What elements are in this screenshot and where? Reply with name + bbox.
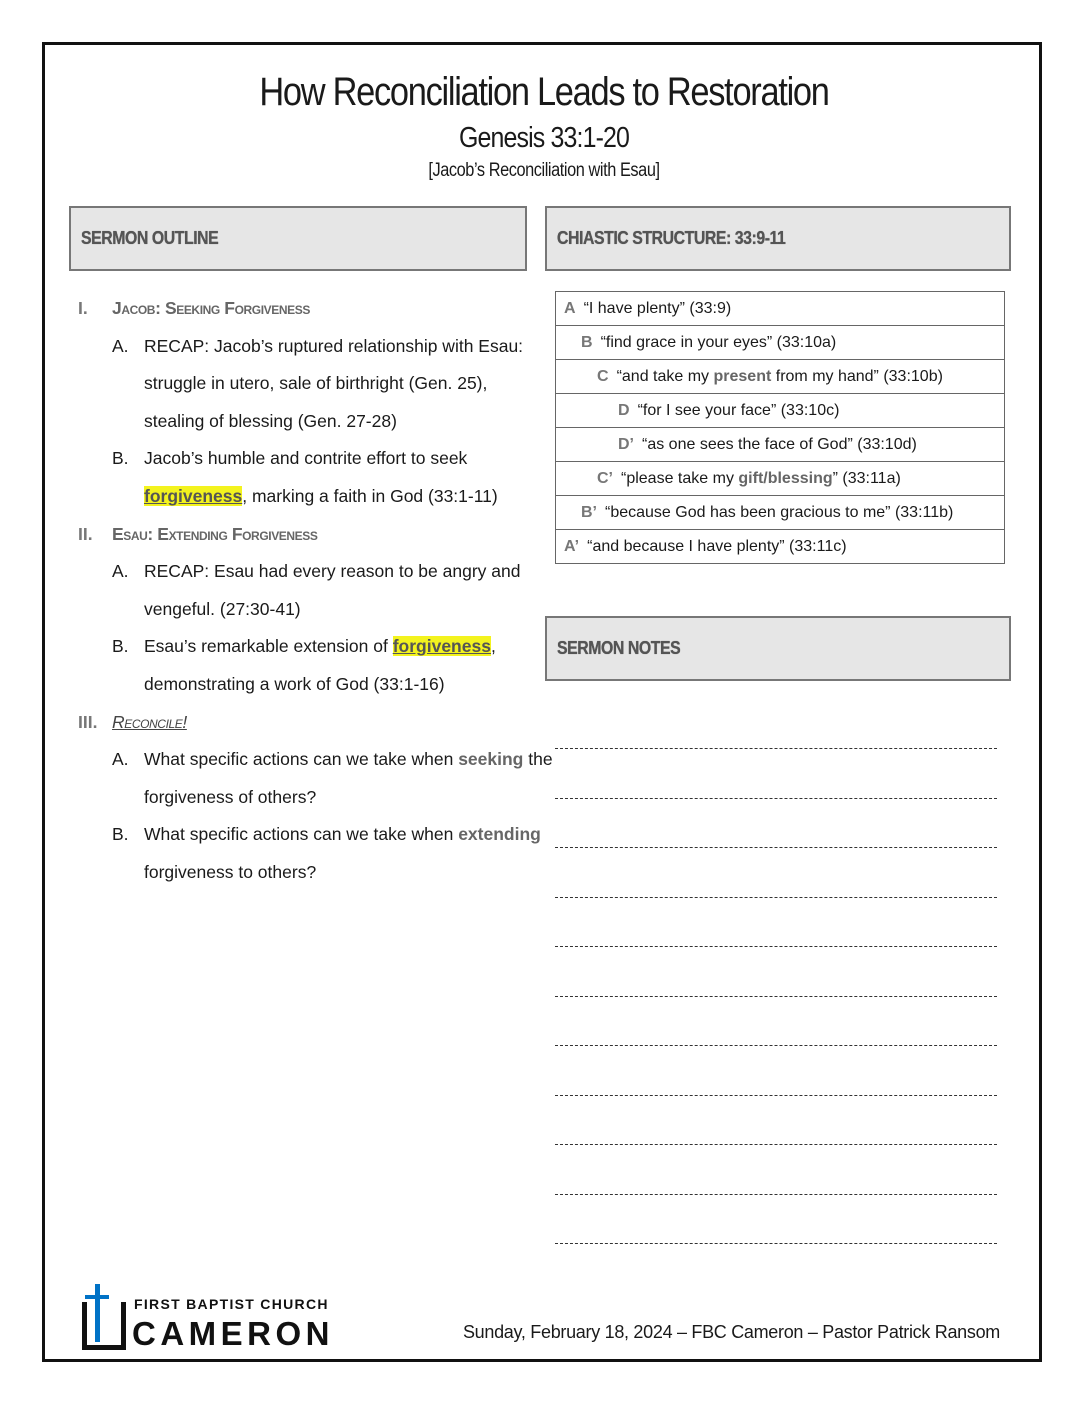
point-text: forgiveness of others? (144, 786, 317, 807)
church-logo (82, 1284, 362, 1350)
point-text-pre: What specific actions can we take when (144, 824, 459, 845)
point-text (144, 816, 541, 854)
chiastic-structure-header (545, 206, 1011, 271)
emphasized-word: extending (458, 824, 541, 845)
point-text-pre: Esau’s remarkable extension of (144, 636, 393, 657)
outline-point (78, 328, 528, 366)
chiasm-label: A (564, 299, 576, 317)
point-letter: A. (112, 335, 129, 356)
chiastic-structure-table (555, 291, 1005, 564)
chiastic-structure-heading: CHIASTIC STRUCTURE: 33:9-11 (557, 228, 786, 248)
chiasm-text: “as one sees the face of God” (33:10d) (642, 435, 917, 453)
point-letter: B. (112, 824, 129, 845)
section-numeral: I. (78, 298, 88, 318)
page-title: How Reconciliation Leads to Restoration (259, 70, 829, 114)
point-text: struggle in utero, sale of birthright (Gen. 25), (144, 373, 488, 394)
chiasm-cell (556, 462, 1005, 496)
point-continuation (78, 591, 528, 629)
sermon-notes-lines (555, 748, 997, 1244)
logo-cross-horizontal (85, 1295, 109, 1299)
logo-bracket-bottom (82, 1345, 126, 1350)
chiasm-cell (556, 394, 1005, 428)
outline-point (78, 440, 528, 478)
notes-line (555, 1145, 997, 1195)
outline-section (78, 704, 528, 742)
notes-line (555, 848, 997, 898)
highlighted-word: forgiveness (392, 636, 491, 657)
chiasm-row (556, 462, 1005, 496)
chiasm-cell (556, 530, 1005, 564)
chiasm-text: “I have plenty” (33:9) (583, 299, 732, 317)
chiasm-row (556, 292, 1005, 326)
logo-bracket-left (82, 1302, 87, 1350)
chiasm-row (556, 326, 1005, 360)
chiasm-cell (556, 292, 1005, 326)
chiasm-label: B (581, 333, 593, 351)
logo-line-2: CAMERON (132, 1315, 334, 1350)
chiasm-text: “because God has been gracious to me” (33:11b) (605, 503, 954, 521)
point-letter: A. (112, 749, 129, 770)
section-title: Reconcile! (112, 711, 187, 732)
chiasm-label: B’ (581, 503, 597, 521)
point-text (144, 741, 553, 779)
chiasm-cell (556, 496, 1005, 530)
chiasm-label: A’ (564, 537, 580, 555)
emphasized-word: seeking (458, 749, 524, 770)
outline-point (78, 741, 553, 779)
point-letter: A. (112, 561, 129, 582)
sermon-notes-heading: SERMON NOTES (557, 638, 681, 658)
point-text-post: the (523, 749, 553, 770)
chiasm-emphasis: present (713, 367, 772, 385)
notes-line (555, 898, 997, 948)
logo-line-1: FIRST BAPTIST CHURCH (134, 1296, 329, 1312)
point-continuation (78, 779, 528, 817)
chiasm-emphasis: gift/blessing (738, 469, 833, 487)
point-text (144, 478, 498, 516)
chiasm-row (556, 394, 1005, 428)
chiasm-text-post: ” (33:11a) (832, 469, 901, 487)
chiasm-cell (556, 326, 1005, 360)
notes-line (555, 1046, 997, 1096)
point-continuation (78, 365, 528, 403)
point-text (144, 628, 496, 666)
chiasm-cell (556, 428, 1005, 462)
point-text: vengeful. (27:30-41) (144, 598, 301, 619)
outline-point (78, 553, 528, 591)
chiasm-row (556, 496, 1005, 530)
sermon-notes-header (545, 616, 1011, 681)
chiasm-label: D’ (618, 435, 634, 453)
point-text: RECAP: Jacob’s ruptured relationship with Esau: (144, 335, 524, 356)
point-text: stealing of blessing (Gen. 27-28) (144, 410, 397, 431)
notes-line (555, 1195, 997, 1245)
notes-line (555, 799, 997, 849)
page-subtitle: [Jacob’s Reconciliation with Esau] (428, 160, 660, 181)
chiasm-text: “find grace in your eyes” (33:10a) (600, 333, 837, 351)
outline-point (78, 816, 541, 854)
point-text: forgiveness to others? (144, 861, 317, 882)
outline-point (78, 628, 528, 666)
chiasm-text: “please take my (621, 469, 739, 487)
sermon-outline-heading: SERMON OUTLINE (81, 228, 219, 248)
point-text-post: , (490, 636, 496, 657)
point-continuation (78, 854, 528, 892)
point-text-pre: What specific actions can we take when (144, 749, 459, 770)
sermon-outline (78, 290, 553, 892)
chiasm-label: C (597, 367, 609, 385)
chiasm-text: “for I see your face” (33:10c) (637, 401, 840, 419)
logo-cross-vertical (95, 1284, 100, 1342)
section-numeral: II. (78, 523, 93, 544)
logo-bracket-right (121, 1302, 126, 1350)
chiasm-text-post: from my hand” (33:10b) (771, 367, 943, 385)
highlighted-word: forgiveness (144, 485, 243, 506)
point-continuation (78, 403, 528, 441)
section-title: Jacob: Seeking Forgiveness (112, 298, 310, 318)
point-text: RECAP: Esau had every reason to be angry and (144, 561, 521, 582)
footer-text: Sunday, February 18, 2024 – FBC Cameron – Pastor Patrick Ransom (462, 1322, 1000, 1342)
chiasm-row (556, 530, 1005, 564)
outline-section (78, 290, 528, 328)
chiasm-label: C’ (597, 469, 613, 487)
chiasm-row (556, 360, 1005, 394)
chiasm-label: D (618, 401, 630, 419)
point-letter: B. (112, 448, 129, 469)
point-text: demonstrating a work of God (33:1-16) (144, 673, 445, 694)
chiasm-row (556, 428, 1005, 462)
chiasm-text: “and take my (616, 367, 714, 385)
section-title: Esau: Extending Forgiveness (112, 523, 318, 544)
outline-section (78, 516, 528, 554)
point-text-rest: , marking a faith in God (33:1-11) (242, 485, 498, 506)
point-continuation (78, 666, 528, 704)
section-numeral: III. (78, 711, 98, 732)
chiasm-text: “and because I have plenty” (33:11c) (587, 537, 847, 555)
point-letter: B. (112, 636, 129, 657)
point-continuation (78, 478, 528, 516)
notes-line (555, 947, 997, 997)
sermon-outline-header (69, 206, 527, 271)
point-text: Jacob’s humble and contrite effort to seek (144, 448, 468, 469)
notes-line (555, 997, 997, 1047)
scripture-reference: Genesis 33:1-20 (458, 122, 630, 154)
notes-line (555, 749, 997, 799)
notes-line (555, 1096, 997, 1146)
chiasm-cell (556, 360, 1005, 394)
